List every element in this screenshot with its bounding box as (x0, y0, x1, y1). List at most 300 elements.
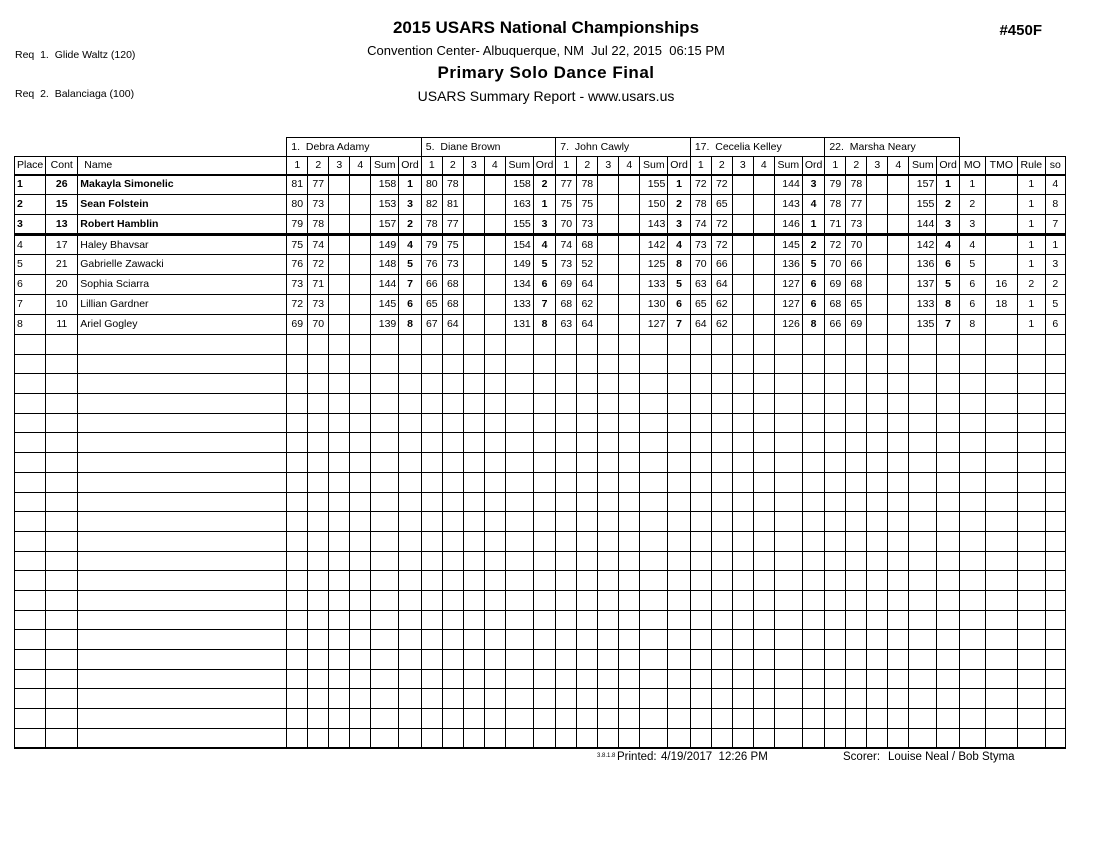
empty-cell (484, 650, 505, 670)
empty-cell (46, 689, 78, 709)
cont-header: Cont (46, 157, 78, 175)
empty-ordinal-cell (668, 531, 691, 551)
empty-ordinal-cell (533, 571, 556, 591)
empty-cell (78, 669, 287, 689)
empty-cell (1045, 433, 1065, 453)
score-cell (329, 275, 350, 295)
empty-cell (619, 394, 640, 414)
judge-subcolumn-header: 1 (556, 157, 577, 175)
empty-cell (484, 512, 505, 532)
empty-cell (329, 374, 350, 394)
empty-cell (711, 472, 732, 492)
empty-cell (1045, 590, 1065, 610)
empty-cell (505, 453, 533, 473)
empty-ordinal-cell (399, 709, 422, 729)
empty-cell (505, 413, 533, 433)
empty-cell (46, 492, 78, 512)
empty-cell (1045, 709, 1065, 729)
score-cell: 79 (287, 215, 308, 235)
empty-ordinal-cell (668, 630, 691, 650)
empty-cell (329, 630, 350, 650)
score-cell (867, 235, 888, 255)
score-cell: 76 (421, 255, 442, 275)
scorer-names: Louise Neal / Bob Styma (888, 751, 1015, 763)
empty-cell (888, 650, 909, 670)
judge-subcolumn-header: Ord (533, 157, 556, 175)
empty-ordinal-cell (937, 453, 960, 473)
judge-subcolumn-header: 2 (308, 157, 329, 175)
majority-cell: 6 (959, 275, 985, 295)
score-cell: 81 (442, 195, 463, 215)
empty-cell (985, 728, 1017, 748)
empty-cell (888, 709, 909, 729)
ordinal-cell: 4 (399, 235, 422, 255)
empty-cell (329, 472, 350, 492)
empty-cell (463, 728, 484, 748)
score-cell (598, 315, 619, 335)
score-cell (484, 275, 505, 295)
empty-cell (732, 335, 753, 355)
score-cell: 72 (308, 255, 329, 275)
empty-cell (15, 610, 46, 630)
skate-order-cell: 1 (1045, 235, 1065, 255)
score-cell (619, 275, 640, 295)
empty-cell (867, 394, 888, 414)
empty-cell (15, 354, 46, 374)
score-cell: 80 (421, 175, 442, 195)
empty-cell (640, 472, 668, 492)
empty-ordinal-cell (937, 531, 960, 551)
empty-cell (484, 669, 505, 689)
empty-cell (846, 512, 867, 532)
ordinal-cell: 8 (399, 315, 422, 335)
empty-ordinal-cell (937, 689, 960, 709)
table-row (15, 275, 1066, 295)
score-cell: 75 (556, 195, 577, 215)
empty-ordinal-cell (399, 689, 422, 709)
empty-cell (985, 610, 1017, 630)
majority-cell: 3 (959, 215, 985, 235)
empty-cell (711, 394, 732, 414)
empty-cell (959, 374, 985, 394)
empty-cell (640, 453, 668, 473)
score-cell (753, 175, 774, 195)
empty-ordinal-cell (937, 512, 960, 532)
empty-cell (959, 650, 985, 670)
empty-cell (78, 650, 287, 670)
empty-cell (1045, 335, 1065, 355)
score-cell: 66 (846, 255, 867, 275)
score-cell (619, 215, 640, 235)
table-row (15, 215, 1066, 235)
empty-cell (78, 630, 287, 650)
empty-cell (577, 512, 598, 532)
empty-cell (484, 492, 505, 512)
empty-cell (959, 433, 985, 453)
printed-label: Printed: (617, 751, 657, 763)
empty-ordinal-cell (668, 590, 691, 610)
event-number: #450F (999, 22, 1042, 39)
score-cell (484, 175, 505, 195)
empty-ordinal-cell (937, 472, 960, 492)
empty-cell (959, 571, 985, 591)
tiebreak-header: Rule (1017, 157, 1045, 175)
empty-cell (556, 374, 577, 394)
empty-cell (308, 413, 329, 433)
empty-cell (287, 531, 308, 551)
score-cell (598, 235, 619, 255)
empty-ordinal-cell (399, 551, 422, 571)
empty-cell (556, 512, 577, 532)
empty-cell (825, 650, 846, 670)
ordinal-cell: 8 (937, 295, 960, 315)
empty-cell (619, 610, 640, 630)
empty-cell (619, 512, 640, 532)
empty-cell (287, 728, 308, 748)
empty-ordinal-cell (802, 590, 825, 610)
empty-cell (774, 709, 802, 729)
empty-cell (556, 551, 577, 571)
empty-cell (577, 531, 598, 551)
empty-cell (505, 492, 533, 512)
empty-ordinal-cell (399, 590, 422, 610)
empty-cell (442, 689, 463, 709)
contestant-number-cell: 10 (46, 295, 78, 315)
empty-cell (484, 610, 505, 630)
empty-cell (732, 590, 753, 610)
sum-cell: 133 (909, 295, 937, 315)
empty-ordinal-cell (668, 650, 691, 670)
empty-cell (1017, 512, 1045, 532)
empty-cell (825, 669, 846, 689)
empty-cell (329, 590, 350, 610)
empty-cell (484, 394, 505, 414)
sum-cell: 139 (371, 315, 399, 335)
empty-cell (888, 610, 909, 630)
sum-cell: 144 (371, 275, 399, 295)
empty-ordinal-cell (802, 394, 825, 414)
empty-cell (78, 394, 287, 414)
judge-subcolumn-header: 2 (846, 157, 867, 175)
empty-cell (350, 354, 371, 374)
empty-cell (640, 610, 668, 630)
empty-cell (619, 433, 640, 453)
score-cell (619, 315, 640, 335)
empty-ordinal-cell (399, 492, 422, 512)
tiebreak-header: MO (959, 157, 985, 175)
ordinal-cell: 8 (668, 255, 691, 275)
sum-cell: 130 (640, 295, 668, 315)
empty-cell (825, 630, 846, 650)
ordinal-cell: 5 (668, 275, 691, 295)
empty-cell (46, 531, 78, 551)
empty-cell (287, 492, 308, 512)
score-cell: 65 (690, 295, 711, 315)
empty-ordinal-cell (668, 728, 691, 748)
empty-cell (484, 590, 505, 610)
empty-row (15, 551, 1066, 571)
empty-cell (774, 512, 802, 532)
empty-cell (1017, 433, 1045, 453)
empty-cell (287, 590, 308, 610)
score-cell (350, 255, 371, 275)
empty-ordinal-cell (668, 689, 691, 709)
empty-cell (350, 610, 371, 630)
empty-cell (350, 689, 371, 709)
printed-timestamp: 4/19/2017 12:26 PM (661, 751, 768, 763)
judge-subcolumn-header: 3 (867, 157, 888, 175)
empty-cell (46, 335, 78, 355)
empty-cell (371, 354, 399, 374)
table-row (15, 175, 1066, 195)
empty-ordinal-cell (668, 453, 691, 473)
empty-row (15, 709, 1066, 729)
empty-cell (774, 374, 802, 394)
empty-cell (484, 335, 505, 355)
empty-ordinal-cell (533, 669, 556, 689)
empty-cell (329, 531, 350, 551)
score-cell: 70 (556, 215, 577, 235)
empty-cell (825, 531, 846, 551)
sum-cell: 153 (371, 195, 399, 215)
empty-cell (505, 709, 533, 729)
sum-cell: 155 (909, 195, 937, 215)
empty-cell (619, 669, 640, 689)
empty-cell (846, 669, 867, 689)
empty-cell (774, 728, 802, 748)
empty-cell (690, 453, 711, 473)
empty-cell (846, 610, 867, 630)
empty-cell (78, 512, 287, 532)
empty-ordinal-cell (399, 630, 422, 650)
empty-cell (556, 492, 577, 512)
empty-cell (484, 453, 505, 473)
empty-cell (825, 728, 846, 748)
empty-cell (732, 551, 753, 571)
empty-cell (329, 354, 350, 374)
judge-subcolumn-header: 1 (421, 157, 442, 175)
empty-cell (1017, 610, 1045, 630)
empty-cell (371, 630, 399, 650)
sum-cell: 136 (909, 255, 937, 275)
ordinal-cell: 5 (802, 255, 825, 275)
empty-cell (556, 531, 577, 551)
empty-ordinal-cell (802, 512, 825, 532)
skate-order-cell: 7 (1045, 215, 1065, 235)
empty-cell (867, 354, 888, 374)
empty-ordinal-cell (802, 630, 825, 650)
score-cell: 68 (556, 295, 577, 315)
empty-ordinal-cell (937, 709, 960, 729)
empty-cell (15, 709, 46, 729)
empty-cell (711, 413, 732, 433)
empty-cell (421, 453, 442, 473)
empty-cell (46, 354, 78, 374)
empty-ordinal-cell (937, 394, 960, 414)
empty-ordinal-cell (802, 709, 825, 729)
empty-cell (753, 728, 774, 748)
empty-cell (598, 571, 619, 591)
empty-cell (888, 590, 909, 610)
empty-cell (774, 650, 802, 670)
sum-cell: 144 (774, 175, 802, 195)
judge-subcolumn-header: 3 (598, 157, 619, 175)
skater-name-cell: Ariel Gogley (78, 315, 287, 335)
empty-cell (619, 689, 640, 709)
total-majority-cell: 16 (985, 275, 1017, 295)
empty-cell (577, 590, 598, 610)
ordinal-cell: 6 (533, 275, 556, 295)
empty-cell (888, 669, 909, 689)
empty-cell (308, 551, 329, 571)
empty-ordinal-cell (533, 512, 556, 532)
empty-cell (909, 394, 937, 414)
empty-cell (308, 335, 329, 355)
sum-cell: 143 (640, 215, 668, 235)
empty-cell (1017, 354, 1045, 374)
empty-cell (329, 689, 350, 709)
score-cell: 66 (711, 255, 732, 275)
ordinal-cell: 6 (668, 295, 691, 315)
sum-cell: 142 (640, 235, 668, 255)
empty-cell (329, 335, 350, 355)
score-cell (598, 195, 619, 215)
empty-cell (867, 453, 888, 473)
empty-cell (959, 453, 985, 473)
empty-cell (442, 551, 463, 571)
empty-cell (1045, 630, 1065, 650)
ordinal-cell: 2 (937, 195, 960, 215)
score-cell: 69 (846, 315, 867, 335)
empty-cell (15, 335, 46, 355)
empty-cell (421, 433, 442, 453)
empty-cell (1045, 374, 1065, 394)
empty-cell (287, 512, 308, 532)
sum-cell: 125 (640, 255, 668, 275)
empty-cell (46, 433, 78, 453)
empty-cell (867, 728, 888, 748)
score-cell (888, 235, 909, 255)
score-cell (732, 315, 753, 335)
ordinal-cell: 6 (802, 275, 825, 295)
empty-cell (308, 354, 329, 374)
empty-cell (287, 335, 308, 355)
empty-cell (888, 531, 909, 551)
ordinal-cell: 1 (668, 175, 691, 195)
empty-cell (909, 630, 937, 650)
empty-cell (1045, 453, 1065, 473)
empty-ordinal-cell (533, 650, 556, 670)
judge-subcolumn-header: 4 (753, 157, 774, 175)
empty-cell (985, 453, 1017, 473)
empty-cell (1017, 472, 1045, 492)
empty-cell (463, 650, 484, 670)
empty-cell (371, 571, 399, 591)
empty-cell (371, 512, 399, 532)
empty-cell (619, 551, 640, 571)
score-cell: 72 (711, 235, 732, 255)
empty-cell (690, 709, 711, 729)
sum-cell: 127 (640, 315, 668, 335)
empty-ordinal-cell (668, 709, 691, 729)
empty-cell (421, 354, 442, 374)
empty-cell (308, 689, 329, 709)
empty-cell (598, 512, 619, 532)
score-cell: 69 (287, 315, 308, 335)
contestant-number-cell: 17 (46, 235, 78, 255)
empty-cell (308, 669, 329, 689)
score-cell (867, 175, 888, 195)
empty-cell (690, 669, 711, 689)
score-cell: 75 (577, 195, 598, 215)
score-cell (732, 215, 753, 235)
score-cell (888, 175, 909, 195)
score-cell: 75 (287, 235, 308, 255)
empty-cell (556, 689, 577, 709)
empty-cell (640, 531, 668, 551)
empty-ordinal-cell (668, 394, 691, 414)
ordinal-cell: 4 (937, 235, 960, 255)
empty-cell (371, 610, 399, 630)
empty-cell (846, 551, 867, 571)
empty-cell (846, 728, 867, 748)
empty-cell (1017, 374, 1045, 394)
empty-cell (867, 413, 888, 433)
total-majority-cell (985, 235, 1017, 255)
score-cell: 72 (690, 175, 711, 195)
place-cell: 7 (15, 295, 46, 315)
empty-cell (350, 374, 371, 394)
empty-ordinal-cell (668, 669, 691, 689)
skate-order-cell: 3 (1045, 255, 1065, 275)
empty-cell (619, 335, 640, 355)
empty-ordinal-cell (937, 669, 960, 689)
sum-cell: 143 (774, 195, 802, 215)
score-cell: 68 (846, 275, 867, 295)
empty-cell (329, 610, 350, 630)
skater-name-cell: Gabrielle Zawacki (78, 255, 287, 275)
score-cell: 68 (577, 235, 598, 255)
empty-cell (371, 689, 399, 709)
score-cell (598, 175, 619, 195)
judge-subcolumn-header: Sum (640, 157, 668, 175)
empty-ordinal-cell (668, 472, 691, 492)
empty-cell (753, 472, 774, 492)
empty-cell (463, 433, 484, 453)
empty-cell (867, 709, 888, 729)
empty-ordinal-cell (399, 610, 422, 630)
empty-cell (577, 413, 598, 433)
empty-cell (619, 531, 640, 551)
empty-cell (350, 650, 371, 670)
score-cell: 74 (308, 235, 329, 255)
empty-cell (442, 571, 463, 591)
empty-cell (825, 551, 846, 571)
score-cell: 72 (825, 235, 846, 255)
empty-cell (287, 650, 308, 670)
empty-cell (909, 453, 937, 473)
empty-cell (690, 374, 711, 394)
empty-cell (619, 590, 640, 610)
empty-ordinal-cell (668, 492, 691, 512)
empty-cell (329, 669, 350, 689)
judge-subcolumn-header: 1 (690, 157, 711, 175)
empty-cell (825, 433, 846, 453)
score-cell (753, 275, 774, 295)
empty-cell (774, 571, 802, 591)
empty-ordinal-cell (937, 630, 960, 650)
score-cell: 72 (711, 215, 732, 235)
